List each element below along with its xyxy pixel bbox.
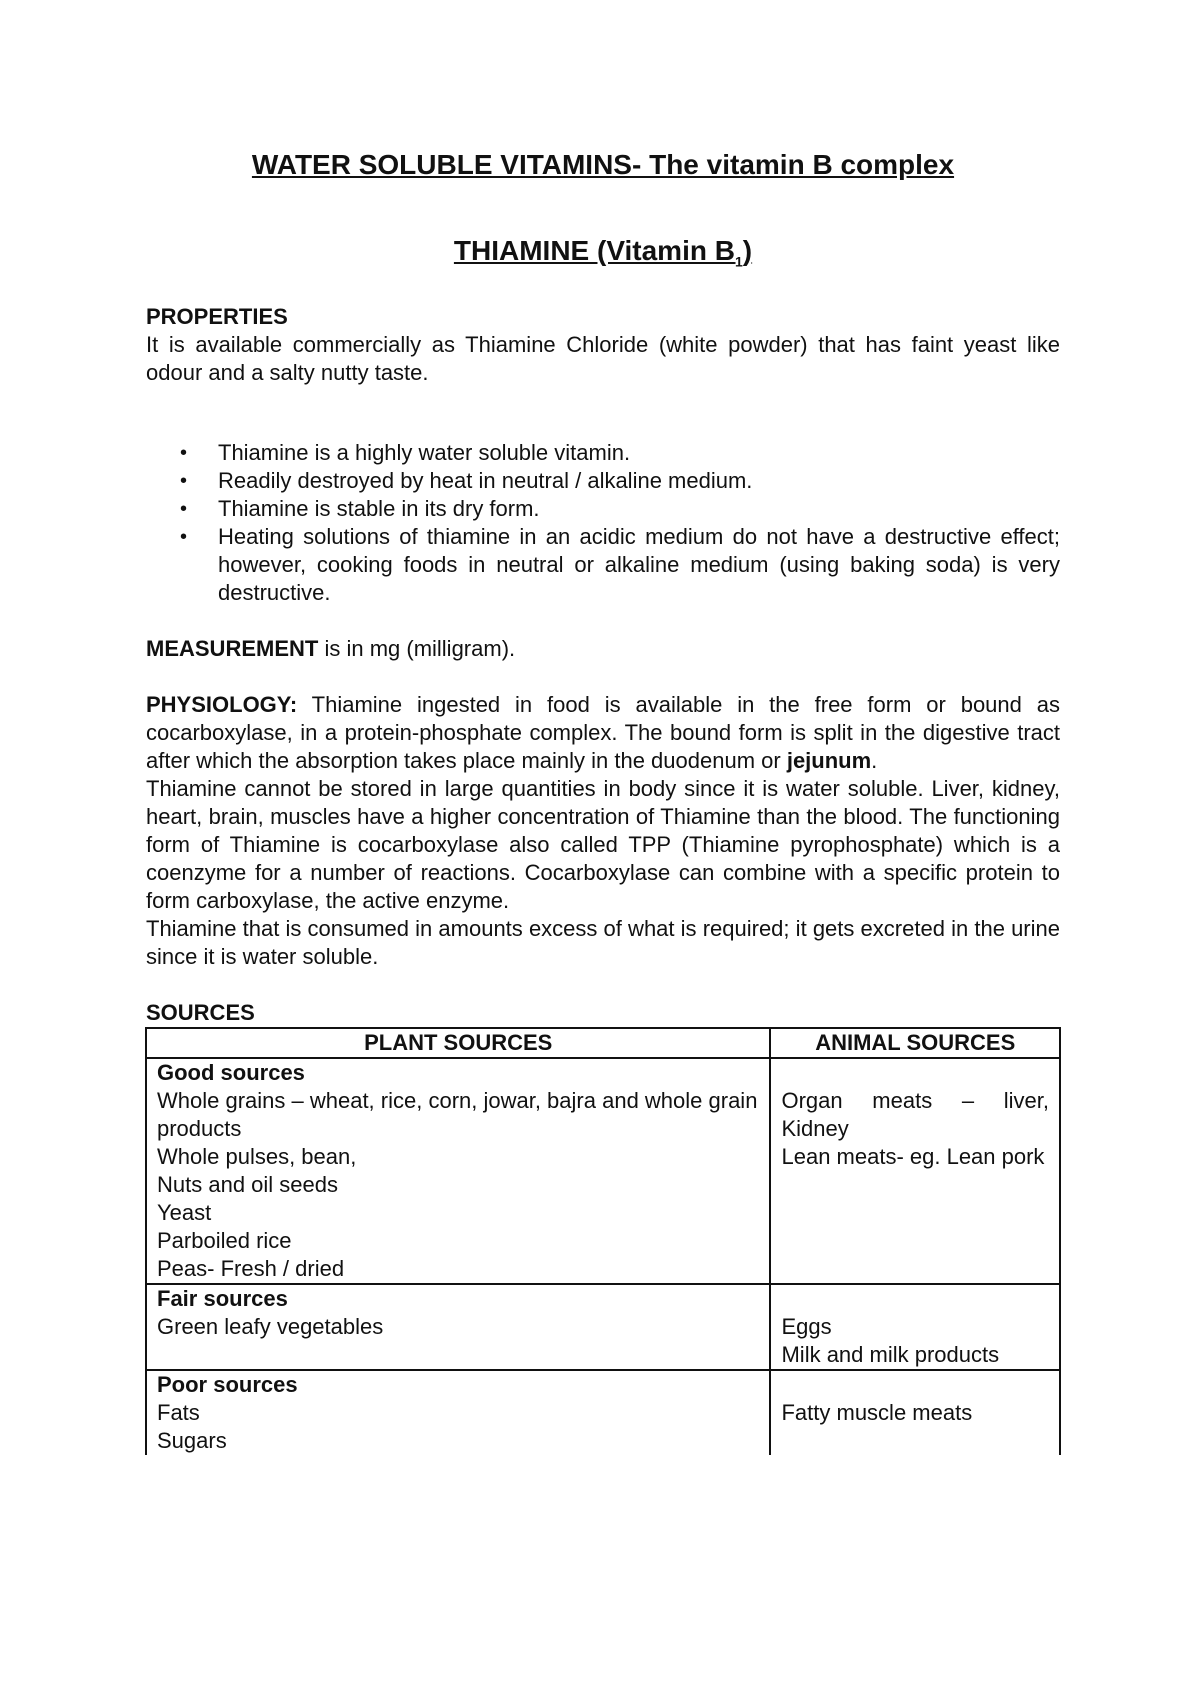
list-item: Eggs: [781, 1313, 832, 1339]
list-item: Fatty muscle meats: [781, 1399, 973, 1425]
physiology-bold-word: jejunum: [786, 747, 872, 773]
sources-heading: SOURCES: [146, 999, 255, 1025]
plant-sources-header: PLANT SOURCES: [146, 1028, 770, 1058]
animal-sources-header: ANIMAL SOURCES: [770, 1028, 1060, 1058]
measurement-label: MEASUREMENT: [146, 635, 319, 661]
document-page: [146, 148, 1060, 1455]
properties-bullet: • Heating solutions of thiamine in an acidic medium do not have a destructive effect; however, cooking foods in neutral or alkaline medium (using baking soda) is very destructive.: [218, 523, 1060, 607]
properties-bullet: • Readily destroyed by heat in neutral / alkaline medium.: [218, 467, 1060, 495]
properties-heading: PROPERTIES: [146, 303, 288, 329]
list-item: Yeast: [157, 1199, 212, 1225]
table-row-fair: [146, 1284, 1060, 1370]
poor-plant-cell: [146, 1370, 770, 1455]
properties-text: It is available commercially as Thiamine Chloride (white powder) that has faint yeast like odour and a salty nutty taste.: [146, 331, 1060, 385]
list-item: Whole pulses, bean,: [157, 1143, 357, 1169]
properties-bullet: • Thiamine is stable in its dry form.: [218, 495, 1060, 523]
measurement-paragraph: [146, 635, 1060, 663]
good-animal-cell: [770, 1058, 1060, 1284]
list-item: Sugars: [157, 1427, 227, 1453]
table-row-good: [146, 1058, 1060, 1284]
table-header-row: [146, 1028, 1060, 1058]
poor-animal-cell: [770, 1370, 1060, 1455]
fair-sources-label: Fair sources: [157, 1285, 288, 1311]
table-row-poor: [146, 1370, 1060, 1455]
properties-list: [146, 439, 1060, 607]
list-item: Milk and milk products: [781, 1341, 1000, 1367]
list-item: Parboiled rice: [157, 1227, 292, 1253]
physiology-paragraph-2: Thiamine cannot be stored in large quantities in body since it is water soluble. Liver, kidney, heart, brain, muscles have a higher concentration of Thiamine than the blood. The functioning form of Thiamine is cocarboxylase also called TPP (Thiamine pyrophosphate) which is a coenzyme for a number of reactions. Cocarboxylase can combine with a specific protein to form carboxylase, the active enzyme.: [146, 775, 1060, 913]
list-item: Nuts and oil seeds: [157, 1171, 338, 1197]
fair-animal-cell: [770, 1284, 1060, 1370]
section-title-end: ): [742, 235, 753, 266]
list-item: Whole grains – wheat, rice, corn, jowar, bajra and whole grain products: [157, 1087, 758, 1141]
poor-sources-label: Poor sources: [157, 1371, 298, 1397]
physiology-text: Thiamine ingested in food is available in the free form or bound as cocarboxylase, in a protein-phosphate complex. The bound form is split in the digestive tract after which the absorption takes place mainly in the duodenum or: [146, 691, 1060, 773]
section-title-text: THIAMINE (Vitamin B: [453, 235, 735, 266]
list-item: Peas- Fresh / dried: [157, 1255, 345, 1281]
document-title: WATER SOLUBLE VITAMINS- The vitamin B complex: [251, 149, 955, 180]
good-sources-label: Good sources: [157, 1059, 305, 1085]
physiology-text-end: .: [871, 747, 878, 773]
section-title-subscript: 1: [734, 253, 743, 270]
properties-bullet: • Thiamine is a highly water soluble vitamin.: [218, 439, 1060, 467]
sources-table: [145, 1027, 1061, 1455]
section-title: [146, 234, 1060, 279]
list-item: Fats: [157, 1399, 200, 1425]
fair-plant-cell: [146, 1284, 770, 1370]
list-item: Green leafy vegetables: [157, 1313, 384, 1339]
physiology-label: PHYSIOLOGY:: [146, 691, 298, 717]
list-item: Lean meats- eg. Lean pork: [781, 1143, 1045, 1169]
list-item: Organ meats – liver, Kidney: [781, 1087, 1049, 1141]
good-plant-cell: [146, 1058, 770, 1284]
measurement-text: is in mg (milligram).: [318, 635, 516, 661]
physiology-paragraph-3: Thiamine that is consumed in amounts excess of what is required; it gets excreted in the urine since it is water soluble.: [146, 915, 1060, 969]
physiology-paragraph: [146, 691, 1060, 775]
